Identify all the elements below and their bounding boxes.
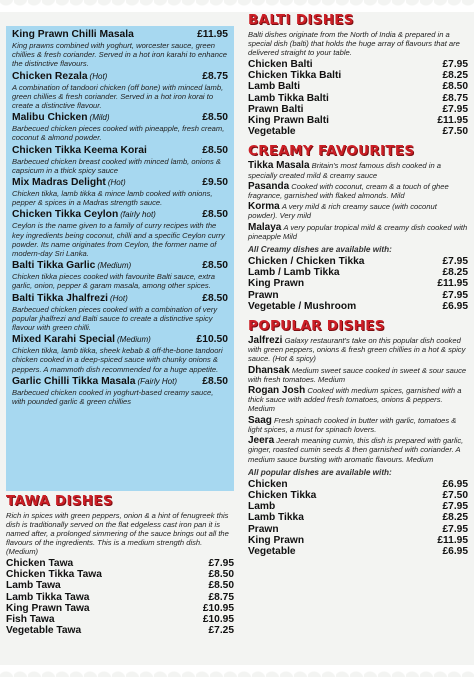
menu-item-header: [12, 112, 228, 124]
dish-description: Barbecued chicken pieces cooked with pineapple, fresh cream, coconut & almond powder.: [12, 124, 225, 143]
menu-item: [12, 145, 228, 175]
price-row: [248, 278, 468, 289]
price-row: [248, 267, 468, 278]
dish-name: Dhansak: [248, 364, 290, 376]
section-title: CREAMY FAVOURITES: [248, 143, 415, 160]
dish-name: Vegetable: [248, 126, 296, 138]
heat-level: (Medium): [97, 261, 132, 271]
dish-price: £7.95: [442, 289, 468, 301]
dish-name: Chicken Tikka: [248, 489, 317, 501]
dish-entry: [248, 223, 468, 241]
dish-price: £7.50: [442, 126, 468, 138]
right-column: [248, 12, 468, 557]
dish-name: Prawn: [248, 289, 279, 301]
price-row: [248, 479, 468, 490]
dish-name: Saag: [248, 414, 272, 426]
price-row: [6, 558, 234, 569]
section-description: Balti dishes originate from the North of India & prepared in a special dish (balti) that holds the huge array of flavours that are delivered straight to your table.: [248, 30, 460, 57]
dish-price: £7.25: [208, 625, 234, 637]
dish-name: Chicken Tikka Balti: [248, 70, 342, 82]
dish-name: Mix Madras Delight (Hot): [12, 177, 126, 189]
dish-name: Chicken Tawa: [6, 558, 74, 569]
price-list: [6, 558, 234, 636]
dish-price: £8.50: [202, 144, 228, 156]
dish-entry: [248, 386, 468, 414]
dish-price: £6.95: [442, 300, 468, 312]
price-row: [248, 490, 468, 501]
dish-price: £7.95: [208, 558, 234, 569]
dish-entry: [248, 436, 468, 464]
dish-name: Vegetable: [248, 545, 296, 557]
price-list: [248, 256, 468, 312]
section-title: POPULAR DISHES: [248, 318, 385, 335]
dish-description: Medium sweet sauce cooked in sweet & sour sauce with fresh tomatoes. Medium: [248, 365, 467, 384]
torn-edge-bottom: [0, 665, 474, 677]
dish-name: Jalfrezi: [248, 335, 283, 347]
dish-price: £8.50: [202, 112, 228, 124]
price-row: [248, 104, 468, 115]
dish-description: Fresh spinach cooked in butter with garlic, tomatoes & light spices, a must for spinach lovers.: [248, 415, 457, 434]
dish-entry: [248, 416, 468, 434]
dish-price: £11.95: [437, 115, 468, 127]
dish-price: £10.95: [202, 614, 234, 626]
availability-note: All Creamy dishes are available with:: [248, 245, 392, 255]
menu-item: [12, 260, 228, 290]
dish-name: Chicken Tikka Keema Korai: [12, 144, 147, 156]
creamy-section: [248, 143, 468, 312]
price-row: [248, 81, 468, 92]
dish-descriptions: [248, 336, 468, 464]
dish-entry: [248, 161, 468, 179]
dish-descriptions: [248, 161, 468, 241]
price-row: [6, 603, 234, 614]
dish-name: Lamb Tikka Balti: [248, 92, 329, 104]
price-row: [248, 126, 468, 137]
dish-entry: [248, 182, 468, 200]
price-row: [6, 569, 234, 580]
menu-item-header: [12, 209, 228, 221]
dish-price: £8.75: [442, 92, 468, 104]
dish-name: Malaya: [248, 221, 282, 233]
dish-name: Malibu Chicken (Mild): [12, 112, 110, 124]
menu-item-header: [12, 29, 228, 41]
dish-name: King Prawn Balti: [248, 115, 329, 127]
dish-name: King Prawn Chilli Masala: [12, 29, 134, 40]
menu-item-header: [12, 71, 228, 83]
balti-section: [248, 12, 468, 137]
price-row: [6, 580, 234, 591]
menu-item-header: [12, 334, 228, 346]
dish-name: Prawn Balti: [248, 103, 304, 115]
dish-name: Lamb Tawa: [6, 580, 61, 592]
menu-item-header: [12, 145, 228, 157]
menu-item: [12, 112, 228, 142]
menu-item: [12, 29, 228, 69]
dish-name: Tikka Masala: [248, 160, 310, 172]
price-row: [248, 301, 468, 312]
menu-item: [12, 177, 228, 207]
heat-level: (Mild): [89, 113, 110, 123]
dish-price: £7.95: [442, 103, 468, 115]
dish-price: £11.95: [197, 29, 228, 40]
menu-item-header: [12, 177, 228, 189]
specials-panel: [6, 26, 234, 491]
price-row: [248, 70, 468, 81]
dish-price: £10.50: [196, 334, 228, 346]
dish-name: Chicken / Chicken Tikka: [248, 256, 365, 268]
dish-price: £7.50: [442, 489, 468, 501]
dish-price: £7.95: [442, 59, 468, 70]
dish-price: £6.95: [442, 545, 468, 557]
dish-price: £11.95: [437, 278, 468, 290]
price-row: [248, 546, 468, 557]
dish-price: £11.95: [437, 534, 468, 546]
dish-price: £7.95: [442, 523, 468, 535]
dish-description: Galaxy restaurant's take on this popular dish cooked with green peppers, onions & fresh green chillies in a hot & spicy sauce. (Hot & spicy): [248, 336, 466, 364]
dish-price: £8.50: [202, 292, 228, 304]
heat-level: (fairly hot): [120, 210, 156, 220]
dish-name: Lamb / Lamb Tikka: [248, 267, 340, 279]
dish-price: £8.25: [442, 70, 468, 82]
dish-name: Vegetable Tawa: [6, 625, 82, 637]
menu-item: [12, 334, 228, 374]
dish-price: £8.50: [442, 81, 468, 93]
dish-name: Rogan Josh: [248, 385, 306, 397]
dish-name: Lamb Balti: [248, 81, 301, 93]
dish-name: Lamb Tikka: [248, 512, 304, 524]
price-row: [6, 625, 234, 636]
price-list: [248, 59, 468, 137]
dish-price: £8.25: [442, 267, 468, 279]
dish-price: £8.50: [202, 260, 228, 272]
dish-description: A combination of tandoori chicken (off bone) with minced lamb, green chillies & fresh coriander. Served in a hot iron korai to create a distinctive flavour.: [12, 82, 224, 111]
dish-entry: [248, 336, 468, 364]
dish-price: £6.95: [442, 478, 468, 490]
dish-price: £7.95: [442, 256, 468, 268]
dish-price: £8.50: [208, 569, 234, 581]
dish-price: £8.50: [202, 209, 228, 221]
dish-price: £9.50: [202, 177, 228, 189]
menu-item: [12, 376, 228, 406]
price-row: [248, 512, 468, 523]
price-row: [248, 115, 468, 126]
dish-description: Chicken tikka pieces cooked with favourite Balti sauce, extra garlic, onion, pepper & garam masala, among other spices.: [12, 272, 216, 291]
section-description: Rich in spices with green peppers, onion & a hint of fenugreek this dish is traditionally served on the flat edgeless cast iron pan it is named after, a prolonged simmering of the sauce brings out all the flavours of the ingredients. This is a medium strength dish. (Medium): [6, 511, 229, 556]
dish-description: Chicken tikka, lamb tikka, sheek kebab & off-the-bone tandoori chicken cooked in a deep-spiced sauce with chunky onions & peppers. A mammoth dish recommended for a huge appetite.: [12, 346, 223, 374]
dish-description: King prawns combined with yoghurt, worcester sauce, green chillies & fresh coriander. Served in a hot iron karahi to enhance the distinctive flavours.: [12, 41, 227, 69]
price-row: [248, 93, 468, 104]
section-title: BALTI DISHES: [248, 12, 354, 28]
dish-name: Korma: [248, 201, 280, 213]
dish-name: Chicken: [248, 478, 288, 490]
availability-note: All popular dishes are available with:: [248, 467, 392, 477]
heat-level: (Fairly Hot): [137, 376, 177, 386]
dish-description: A very popular tropical mild & creamy dish cooked with pineapple Mild: [248, 222, 468, 241]
price-row: [248, 290, 468, 301]
dish-name: Jeera: [248, 435, 275, 447]
heat-level: (Hot): [109, 293, 128, 303]
menu-item: [12, 293, 228, 333]
tawa-section: [6, 493, 234, 636]
dish-name: Chicken Rezala (Hot): [12, 70, 108, 82]
price-row: [248, 535, 468, 546]
section-title: TAWA DISHES: [6, 493, 113, 509]
dish-name: Chicken Balti: [248, 59, 313, 70]
dish-name: Chicken Tikka Tawa: [6, 569, 102, 581]
price-row: [248, 59, 468, 70]
dish-name: Lamb Tikka Tawa: [6, 591, 90, 603]
popular-section: [248, 318, 468, 557]
price-row: [248, 256, 468, 267]
heat-level: (Medium): [117, 335, 151, 345]
dish-price: £8.25: [442, 512, 468, 524]
heat-level: (Hot): [89, 71, 108, 81]
dish-name: King Prawn Tawa: [6, 602, 90, 614]
dish-name: Balti Tikka Jhalfrezi (Hot): [12, 292, 128, 304]
dish-name: Prawn: [248, 523, 279, 535]
menu-item: [12, 209, 228, 258]
heat-level: (Hot): [107, 178, 126, 188]
dish-name: King Prawn: [248, 534, 305, 546]
price-list: [248, 479, 468, 557]
menu-item: [12, 71, 228, 111]
dish-entry: [248, 366, 468, 384]
price-row: [6, 592, 234, 603]
dish-entry: [248, 202, 468, 220]
menu-item-header: [12, 293, 228, 305]
dish-price: £7.95: [442, 501, 468, 513]
dish-name: Chicken Tikka Ceylon (fairly hot): [12, 209, 156, 221]
dish-name: Balti Tikka Garlic (Medium): [12, 260, 132, 272]
dish-description: Cooked with medium spices, garnished with a thick sauce with added fresh tomatoes, onions & peppers. Medium: [248, 386, 462, 414]
dish-price: £8.50: [202, 375, 228, 387]
dish-description: Barbecued chicken cooked in yoghurt-based creamy sauce, with pounded garlic & green chillies: [12, 387, 214, 407]
dish-description: Cooked with coconut, cream & a touch of ghee fragrance, garnished with flaked almonds. Mild: [248, 181, 449, 201]
dish-price: £8.75: [208, 591, 234, 603]
dish-name: Lamb: [248, 501, 276, 513]
dish-price: £10.95: [202, 602, 234, 614]
price-row: [248, 524, 468, 535]
dish-name: Garlic Chilli Tikka Masala (Fairly Hot): [12, 375, 177, 387]
price-row: [248, 501, 468, 512]
dish-description: Ceylon is the name given to a family of curry recipes with the key ingredients being coconut, chilli and a specific Ceylon curry powder. Its name originates from Ceylon, the former name of modern-day Sri Lanka.: [12, 221, 225, 259]
price-row: [6, 614, 234, 625]
dish-description: Barbecued chicken breast cooked with minced lamb, onions & capsicum in a thick spicy sauce: [12, 156, 221, 175]
menu-item-header: [12, 376, 228, 388]
torn-edge-top: [0, 0, 474, 12]
dish-description: Jeerah meaning cumin, this dish is prepared with garlic, ginger, roasted cumin seeds & then garnished with coriander. A medium sauce bursting with aromatic flavours. Medium: [248, 436, 464, 464]
dish-description: Chicken tikka, lamb tikka & mince lamb cooked with onions, pepper & spices in a Madras strength sauce.: [12, 189, 213, 208]
dish-price: £8.50: [208, 580, 234, 592]
dish-name: Vegetable / Mushroom: [248, 300, 357, 312]
menu-item-header: [12, 260, 228, 272]
dish-name: Pasanda: [248, 180, 290, 192]
dish-price: £8.75: [202, 70, 228, 82]
dish-name: King Prawn: [248, 278, 305, 290]
dish-description: A very mild & rich creamy sauce (with coconut powder). Very mild: [248, 202, 437, 221]
dish-name: Fish Tawa: [6, 614, 55, 626]
dish-name: Mixed Karahi Special (Medium): [12, 334, 151, 346]
dish-description: Barbecued chicken pieces cooked with a combination of very popular jhalfrezi and Balti sauce to create a distinctive spicy flavour with green chilli.: [12, 304, 218, 333]
dish-description: Britain's most famous dish cooked in a specially created mild & creamy sauce: [248, 161, 441, 180]
